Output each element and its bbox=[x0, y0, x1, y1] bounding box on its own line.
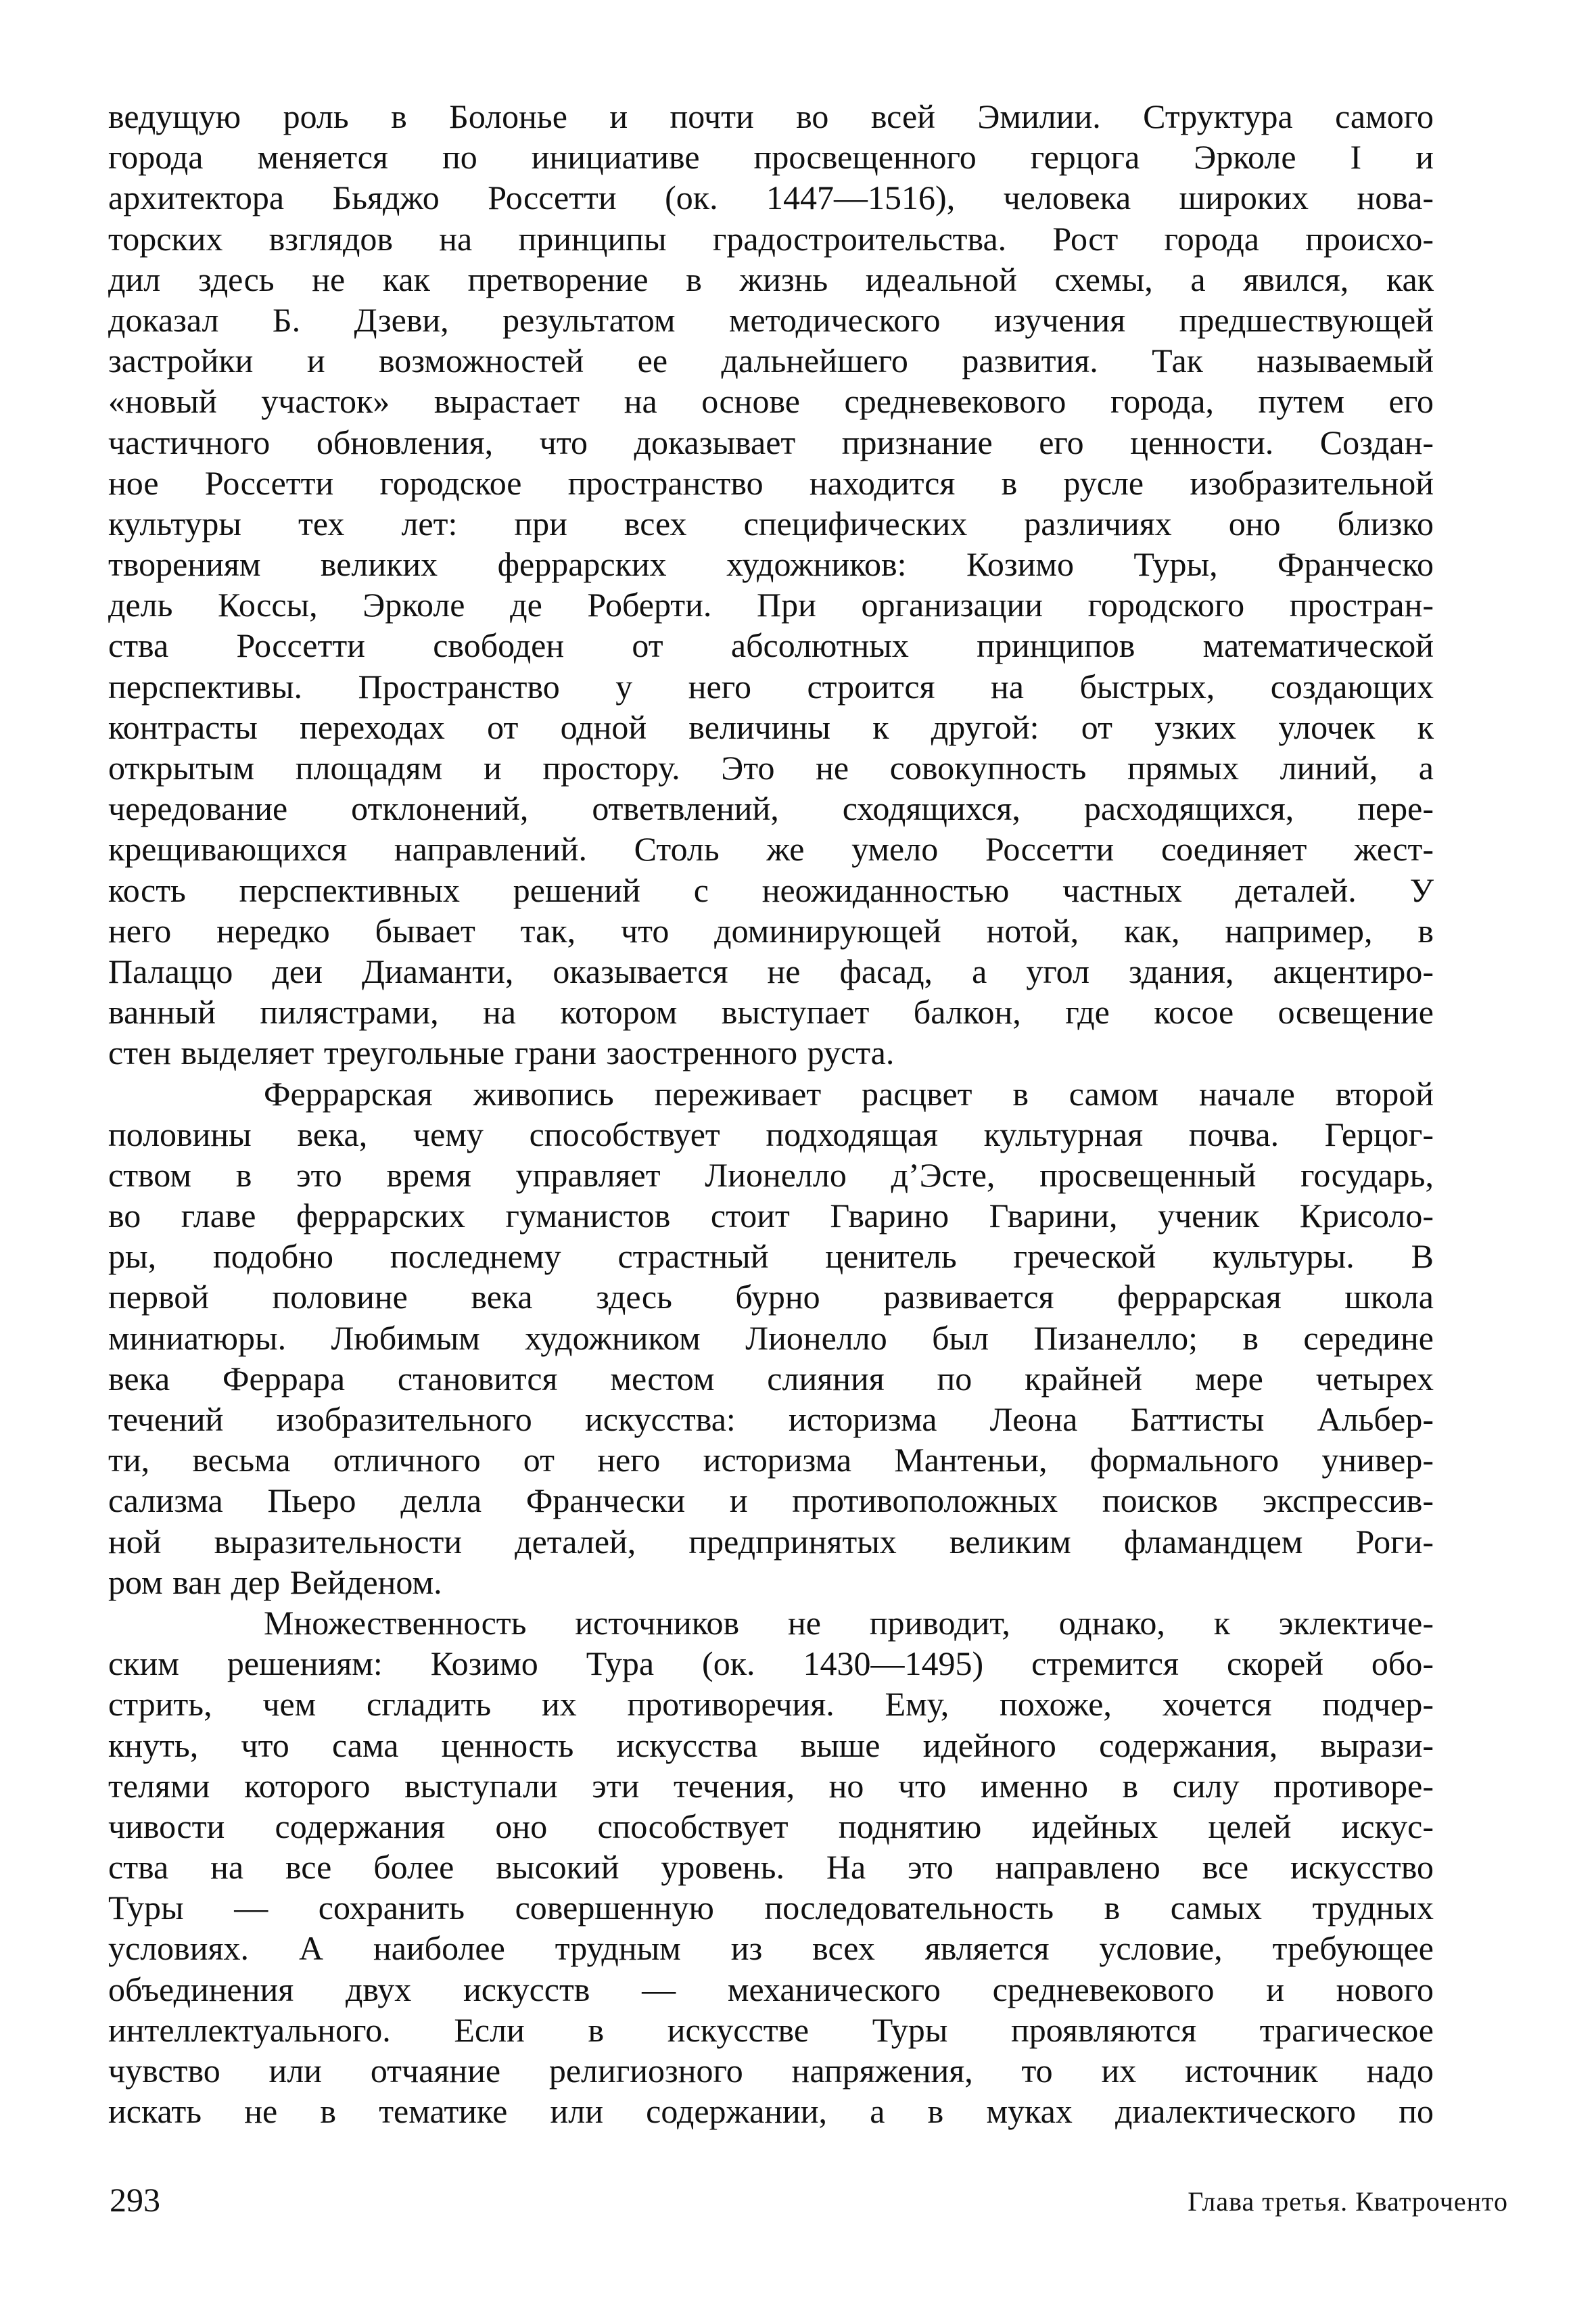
text-line: течений изобразительного искусства: историзма Леона Баттисты Альбер- bbox=[108, 1400, 1434, 1438]
text-line: ное Россетти городское пространство находится в русле изобразительной bbox=[108, 463, 1434, 502]
paragraph-first-line: Феррарская живопись переживает расцвет в самом начале второй bbox=[264, 1074, 1434, 1113]
text-line: ства на все более высокий уровень. На это направлено все искусство bbox=[108, 1848, 1434, 1887]
text-line: творениям великих феррарских художников: Козимо Туры, Франческо bbox=[108, 545, 1434, 584]
text-line: ством в это время управляет Лионелло д’Эсте, просвещенный государь, bbox=[108, 1155, 1434, 1194]
text-line: ведущую роль в Болонье и почти во всей Эмилии. Структура самого bbox=[108, 97, 1434, 135]
text-line: торских взглядов на принципы градостроительства. Рост города происхо- bbox=[108, 219, 1434, 258]
text-line: застройки и возможностей ее дальнейшего развития. Так называемый bbox=[108, 342, 1434, 380]
body-text bbox=[108, 96, 1434, 2131]
text-line: Туры — сохранить совершенную последовательность в самых трудных bbox=[108, 1889, 1434, 1927]
text-line: чувство или отчаяние религиозного напряжения, то их источник надо bbox=[108, 2052, 1434, 2090]
text-line: крещивающихся направлений. Столь же умело Россетти соединяет жест- bbox=[108, 830, 1434, 869]
text-line: доказал Б. Дзеви, результатом методического изучения предшествующей bbox=[108, 300, 1434, 339]
text-line: дель Коссы, Эрколе де Роберти. При организации городского простран- bbox=[108, 586, 1434, 624]
text-line: кость перспективных решений с неожиданностью частных деталей. У bbox=[108, 871, 1434, 909]
text-line: телями которого выступали эти течения, но что именно в силу противоре- bbox=[108, 1766, 1434, 1805]
text-line: искать не в тематике или содержании, а в муках диалектического по bbox=[108, 2092, 1434, 2131]
text-line: «новый участок» вырастает на основе средневекового города, путем его bbox=[108, 382, 1434, 421]
text-line: ной выразительности деталей, предпринятых великим фламандцем Роги- bbox=[108, 1522, 1434, 1561]
text-line: первой половине века здесь бурно развивается феррарская школа bbox=[108, 1278, 1434, 1316]
text-line: перспективы. Пространство у него строится на быстрых, создающих bbox=[108, 667, 1434, 706]
text-line: стен выделяет треугольные грани заостренного руста. bbox=[108, 1034, 895, 1072]
text-line: сализма Пьеро делла Франчески и противоположных поисков экспрессив- bbox=[108, 1481, 1434, 1520]
text-line: ским решениям: Козимо Тура (ок. 1430—1495) стремится скорей обо- bbox=[108, 1644, 1434, 1683]
text-line: во главе феррарских гуманистов стоит Гварино Гварини, ученик Крисоло- bbox=[108, 1197, 1434, 1235]
text-line: него нередко бывает так, что доминирующей нотой, как, например, в bbox=[108, 911, 1434, 950]
text-line: культуры тех лет: при всех специфических различиях оно близко bbox=[108, 504, 1434, 543]
text-line: ти, весьма отличного от него историзма Мантеньи, формального универ- bbox=[108, 1441, 1434, 1479]
text-line: ства Россетти свободен от абсолютных принципов математической bbox=[108, 626, 1434, 665]
text-line: ванный пилястрами, на котором выступает балкон, где косое освещение bbox=[108, 993, 1434, 1032]
text-line: контрасты переходах от одной величины к другой: от узких улочек к bbox=[108, 708, 1434, 746]
text-line: открытым площадям и простору. Это не совокупность прямых линий, а bbox=[108, 749, 1434, 787]
text-line: стрить, чем сгладить их противоречия. Ему, похоже, хочется подчер- bbox=[108, 1685, 1434, 1724]
running-head: Глава третья. Кватроченто bbox=[1188, 2186, 1508, 2217]
text-line: архитектора Бьяджо Россетти (ок. 1447—1516), человека широких нова- bbox=[108, 179, 1434, 217]
text-line: половины века, чему способствует подходящая культурная почва. Герцог- bbox=[108, 1115, 1434, 1153]
text-line: условиях. А наиболее трудным из всех является условие, требующее bbox=[108, 1929, 1434, 1968]
text-line: Палаццо деи Диаманти, оказывается не фасад, а угол здания, акцентиро- bbox=[108, 952, 1434, 990]
text-line: ры, подобно последнему страстный ценитель греческой культуры. В bbox=[108, 1237, 1434, 1276]
text-line: чивости содержания оно способствует поднятию идейных целей искус- bbox=[108, 1807, 1434, 1845]
page-number: 293 bbox=[110, 2181, 160, 2219]
text-line: века Феррара становится местом слияния по крайней мере четырех bbox=[108, 1359, 1434, 1398]
text-line: частичного обновления, что доказывает признание его ценности. Создан- bbox=[108, 423, 1434, 461]
text-line: чередование отклонений, ответвлений, сходящихся, расходящихся, пере- bbox=[108, 789, 1434, 828]
text-line: интеллектуального. Если в искусстве Туры проявляются трагическое bbox=[108, 2010, 1434, 2049]
text-line: ром ван дер Вейденом. bbox=[108, 1563, 442, 1601]
text-line: миниатюры. Любимым художником Лионелло был Пизанелло; в середине bbox=[108, 1318, 1434, 1357]
text-line: города меняется по инициативе просвещенного герцога Эрколе I и bbox=[108, 138, 1434, 177]
text-line: дил здесь не как претворение в жизнь идеальной схемы, а явился, как bbox=[108, 260, 1434, 298]
text-line: кнуть, что сама ценность искусства выше идейного содержания, вырази- bbox=[108, 1726, 1434, 1764]
text-line: объединения двух искусств — механического средневекового и нового bbox=[108, 1970, 1434, 2008]
paragraph-first-line: Множественность источников не приводит, однако, к эклектиче- bbox=[264, 1603, 1434, 1642]
